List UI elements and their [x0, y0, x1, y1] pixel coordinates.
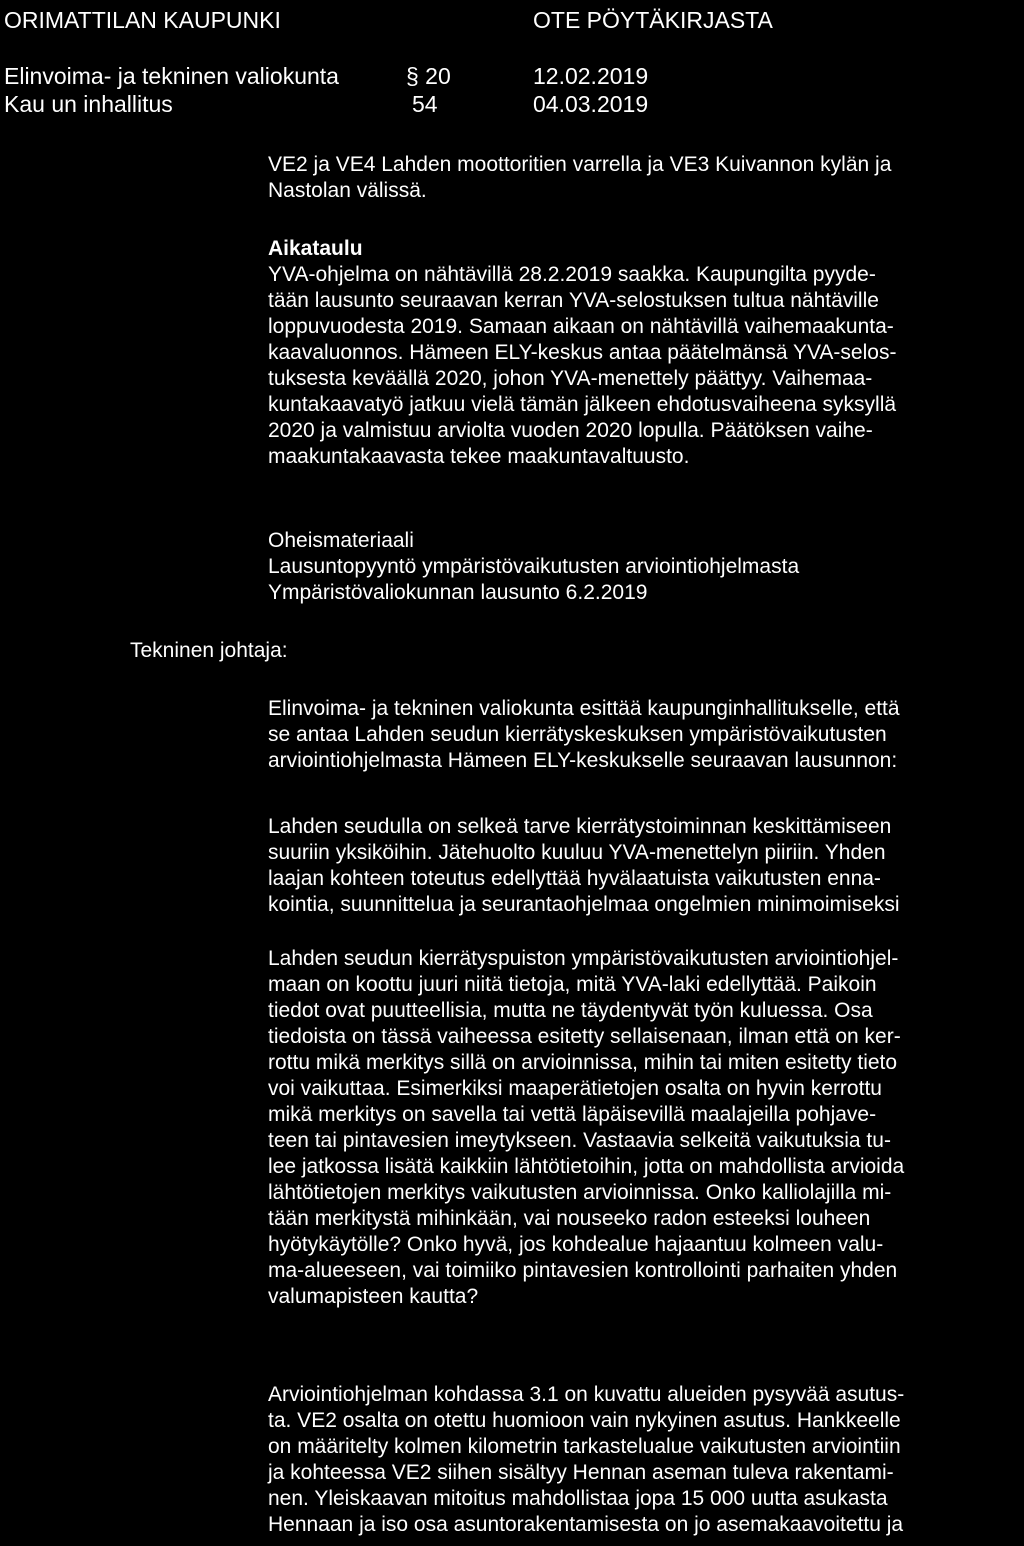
- text-line: Arviointiohjelman kohdassa 3.1 on kuvattu alueiden pysyvää asutus-: [268, 1383, 905, 1406]
- text-line: maan on koottu juuri niitä tietoja, mitä YVA-laki edellyttää. Paikoin: [268, 973, 877, 996]
- text-line: 2020 ja valmistuu arviolta vuoden 2020 lopulla. Päätöksen vaihe-: [268, 419, 873, 442]
- text-line: valumapisteen kautta?: [268, 1285, 479, 1308]
- text-line: ma-alueeseen, vai toimiiko pintavesien kontrollointi parhaiten yhden: [268, 1259, 898, 1282]
- attachment-item: Ympäristövaliokunnan lausunto 6.2.2019: [268, 581, 648, 604]
- attachments-heading: Oheismateriaali: [268, 529, 414, 552]
- org-name: ORIMATTILAN KAUPUNKI: [4, 7, 281, 33]
- text-line: Nastolan välissä.: [268, 179, 427, 202]
- text-line: tään lausunto seuraavan kerran YVA-selostuksen tultua nähtäville: [268, 289, 879, 312]
- text-line: arviointiohjelmasta Hämeen ELY-keskukselle seuraavan lausunnon:: [268, 749, 898, 772]
- schedule-heading: Aikataulu: [268, 237, 363, 260]
- text-line: lee jatkossa lisätä kaikkiin lähtötietoihin, jotta on mahdollista arvioida: [268, 1155, 905, 1178]
- text-line: loppuvuodesta 2019. Samaan aikaan on nähtävillä vaihemaakunta-: [268, 315, 894, 338]
- proposal-paragraph-2: [268, 814, 1020, 918]
- text-line: tiedot ovat puutteellisia, mutta ne täydentyvät työn kuluessa. Osa: [268, 999, 873, 1022]
- text-line: rottu mikä merkitys sillä on arvioinnissa, mihin tai miten esitetty tieto: [268, 1051, 898, 1074]
- text-line: ja kohteessa VE2 siihen sisältyy Hennan aseman tuleva rakentami-: [268, 1461, 894, 1484]
- text-line: Hennaan ja iso osa asuntorakentamisesta on jo asemakaavoitettu ja: [268, 1513, 904, 1536]
- text-line: mikä merkitys on savella tai vettä läpäisevillä maalajeilla pohjave-: [268, 1103, 877, 1126]
- text-line: laajan kohteen toteutus edellyttää hyvälaatuista vaikutusten enna-: [268, 867, 881, 890]
- schedule-section: [268, 236, 1020, 470]
- text-line: ta. VE2 osalta on otettu huomioon vain nykyinen asutus. Hankkeelle: [268, 1409, 901, 1432]
- text-line: tään merkitystä mihinkään, vai nouseeko radon esteeksi louheen: [268, 1207, 871, 1230]
- attachments-section: [268, 528, 1020, 606]
- section-number-2: 54: [412, 91, 438, 117]
- text-line: tuksesta keväällä 2020, johon YVA-menettely päättyy. Vaihemaa-: [268, 367, 873, 390]
- proposer-label: Tekninen johtaja:: [130, 639, 288, 662]
- body-name-1: Elinvoima- ja tekninen valiokunta: [4, 63, 339, 89]
- proposal-paragraph-4: [268, 1382, 1020, 1538]
- text-line: kuntakaavatyö jatkuu vielä tämän jälkeen ehdotusvaiheena syksyllä: [268, 393, 897, 416]
- proposal-paragraph-3: [268, 946, 1020, 1310]
- attachment-item: Lausuntopyyntö ympäristövaikutusten arviointiohjelmasta: [268, 555, 800, 578]
- text-line: maakuntakaavasta tekee maakuntavaltuusto.: [268, 445, 690, 468]
- text-line: nen. Yleiskaavan mitoitus mahdollistaa jopa 15 000 uutta asukasta: [268, 1487, 888, 1510]
- text-line: kaavaluonnos. Hämeen ELY-keskus antaa päätelmänsä YVA-selos-: [268, 341, 897, 364]
- text-line: tiedoista on tässä vaiheessa esitetty sellaisenaan, ilman että on ker-: [268, 1025, 901, 1048]
- text-line: VE2 ja VE4 Lahden moottoritien varrella ja VE3 Kuivannon kylän ja: [268, 153, 892, 176]
- text-line: teen tai pintavesien imeytykseen. Vastaavia selkeitä vaikutuksia tu-: [268, 1129, 891, 1152]
- intro-paragraph: [268, 152, 1020, 204]
- text-line: Lahden seudun kierrätyspuiston ympäristövaikutusten arviointiohjel-: [268, 947, 899, 970]
- text-line: hyötykäytölle? Onko hyvä, jos kohdealue hajaantuu kolmeen valu-: [268, 1233, 884, 1256]
- text-line: kointia, suunnittelua ja seurantaohjelmaa ongelmien minimoimiseksi: [268, 893, 900, 916]
- meeting-date-1: 12.02.2019: [533, 63, 649, 89]
- document-type: OTE PÖYTÄKIRJASTA: [533, 7, 773, 33]
- meeting-date-2: 04.03.2019: [533, 91, 649, 117]
- text-line: suuriin yksiköihin. Jätehuolto kuuluu YVA-menettelyn piiriin. Yhden: [268, 841, 886, 864]
- text-line: Elinvoima- ja tekninen valiokunta esittää kaupunginhallitukselle, että: [268, 697, 900, 720]
- proposal-paragraph-1: [268, 696, 1020, 774]
- text-line: se antaa Lahden seudun kierrätyskeskuksen ympäristövaikutusten: [268, 723, 887, 746]
- section-number-1: § 20: [406, 63, 451, 89]
- text-line: lähtötietojen merkitys vaikutusten arvioinnissa. Onko kalliolajilla mi-: [268, 1181, 892, 1204]
- body-name-2: Kau un inhallitus: [4, 91, 173, 117]
- text-line: voi vaikuttaa. Esimerkiksi maaperätietojen osalta on hyvin kerrottu: [268, 1077, 882, 1100]
- text-line: YVA-ohjelma on nähtävillä 28.2.2019 saakka. Kaupungilta pyyde-: [268, 263, 876, 286]
- text-line: Lahden seudulla on selkeä tarve kierrätystoiminnan keskittämiseen: [268, 815, 892, 838]
- text-line: on määritelty kolmen kilometrin tarkastelualue vaikutusten arviointiin: [268, 1435, 901, 1458]
